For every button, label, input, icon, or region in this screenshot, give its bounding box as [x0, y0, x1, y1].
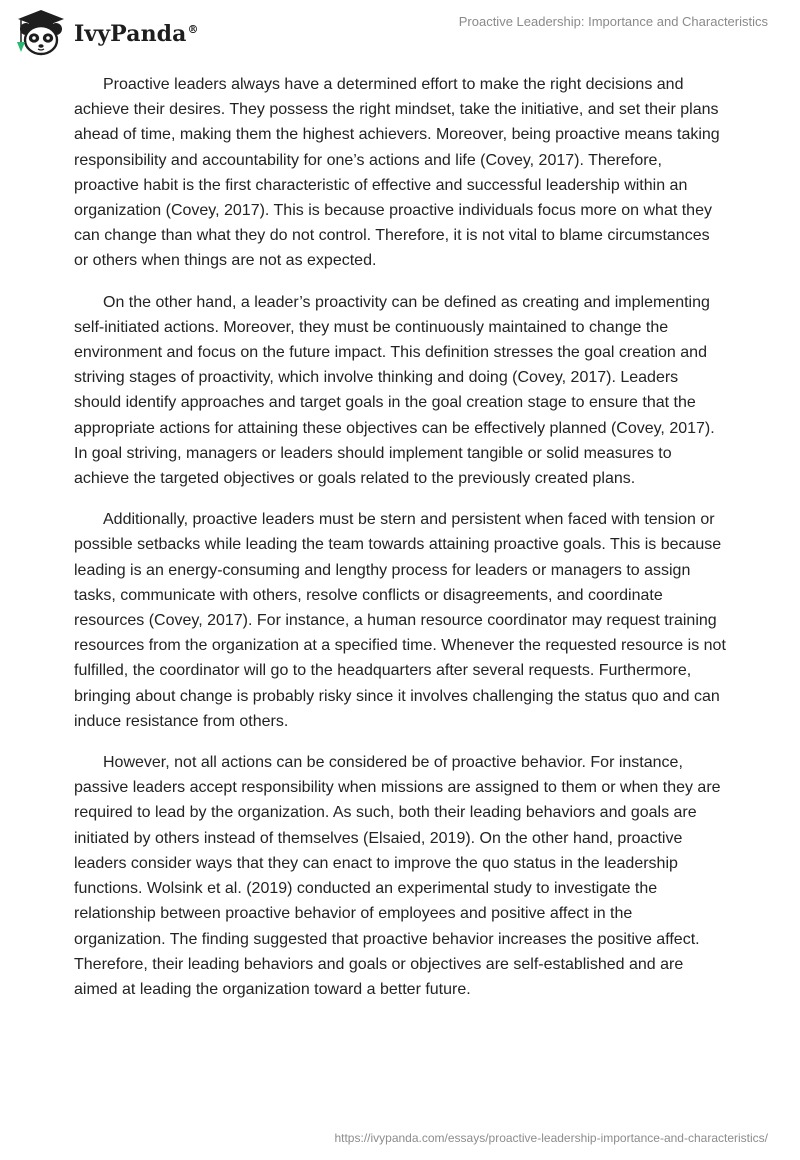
paragraph: On the other hand, a leader’s proactivity can be defined as creating and implementing self-initiated actions. Moreover, they must be continuously maintained to change the environment and focus on the future impact. This definition stresses the goal creation and striving stages of proactivity, which involve thinking and doing (Covey, 2017). Leaders should identify approaches and target goals in the goal creation stage to ensure that the appropriate actions for attaining these objectives can be effectively planned (Covey, 2017). In goal striving, managers or leaders should implement tangible or solid measures to achieve the targeted objectives or goals related to the previously created plans.	[74, 293, 715, 488]
source-url[interactable]: https://ivypanda.com/essays/proactive-leadership-importance-and-characteristics/	[334, 1131, 768, 1145]
essay-body	[74, 72, 726, 1018]
paragraph: Additionally, proactive leaders must be stern and persistent when faced with tension or possible setbacks while leading the team towards attaining proactive goals. This is because leading is an energy-consuming and lengthy process for leaders or managers to assign tasks, communicate with others, resolve conflicts or disagreements, and coordinate resources (Covey, 2017). For instance, a human resource coordinator may request training resources from the organization at a specified time. Whenever the requested resource is not fulfilled, the coordinator will go to the headquarters after several requests. Furthermore, bringing about change is probably risky since it involves challenging the status quo and can induce resistance from others.	[74, 511, 726, 730]
brand-name: IvyPanda®	[74, 21, 199, 47]
panda-graduate-logo-icon	[12, 8, 70, 58]
page-header	[0, 0, 800, 64]
paragraph: However, not all actions can be considered be of proactive behavior. For instance, passive leaders accept responsibility when missions are assigned to them or when they are required to lead by the organization. As such, both their leading behaviors and goals are initiated by others instead of themselves (Elsaied, 2019). On the other hand, proactive leaders consider ways that they can enact to improve the quo status in the leadership functions. Wolsink et al. (2019) conducted an experimental study to investigate the relationship between proactive behavior of employees and positive affect in the organization. The finding suggested that proactive behavior increases the positive affect. Therefore, their leading behaviors and goals or objectives are self-established and are aimed at leading the organization toward a better future.	[74, 754, 721, 998]
brand-logo[interactable]	[12, 8, 199, 58]
document-title: Proactive Leadership: Importance and Characteristics	[458, 14, 768, 29]
paragraph: Proactive leaders always have a determined effort to make the right decisions and achieve their desires. They possess the right mindset, take the initiative, and set their plans ahead of time, making them the highest achievers. Moreover, being proactive means taking responsibility and accountability for one’s actions and life (Covey, 2017). Therefore, proactive habit is the first characteristic of effective and successful leadership within an organization (Covey, 2017). This is because proactive individuals focus more on what they can change than what they do not control. Therefore, it is not vital to blame circumstances or others when things are not as expected.	[74, 76, 720, 270]
